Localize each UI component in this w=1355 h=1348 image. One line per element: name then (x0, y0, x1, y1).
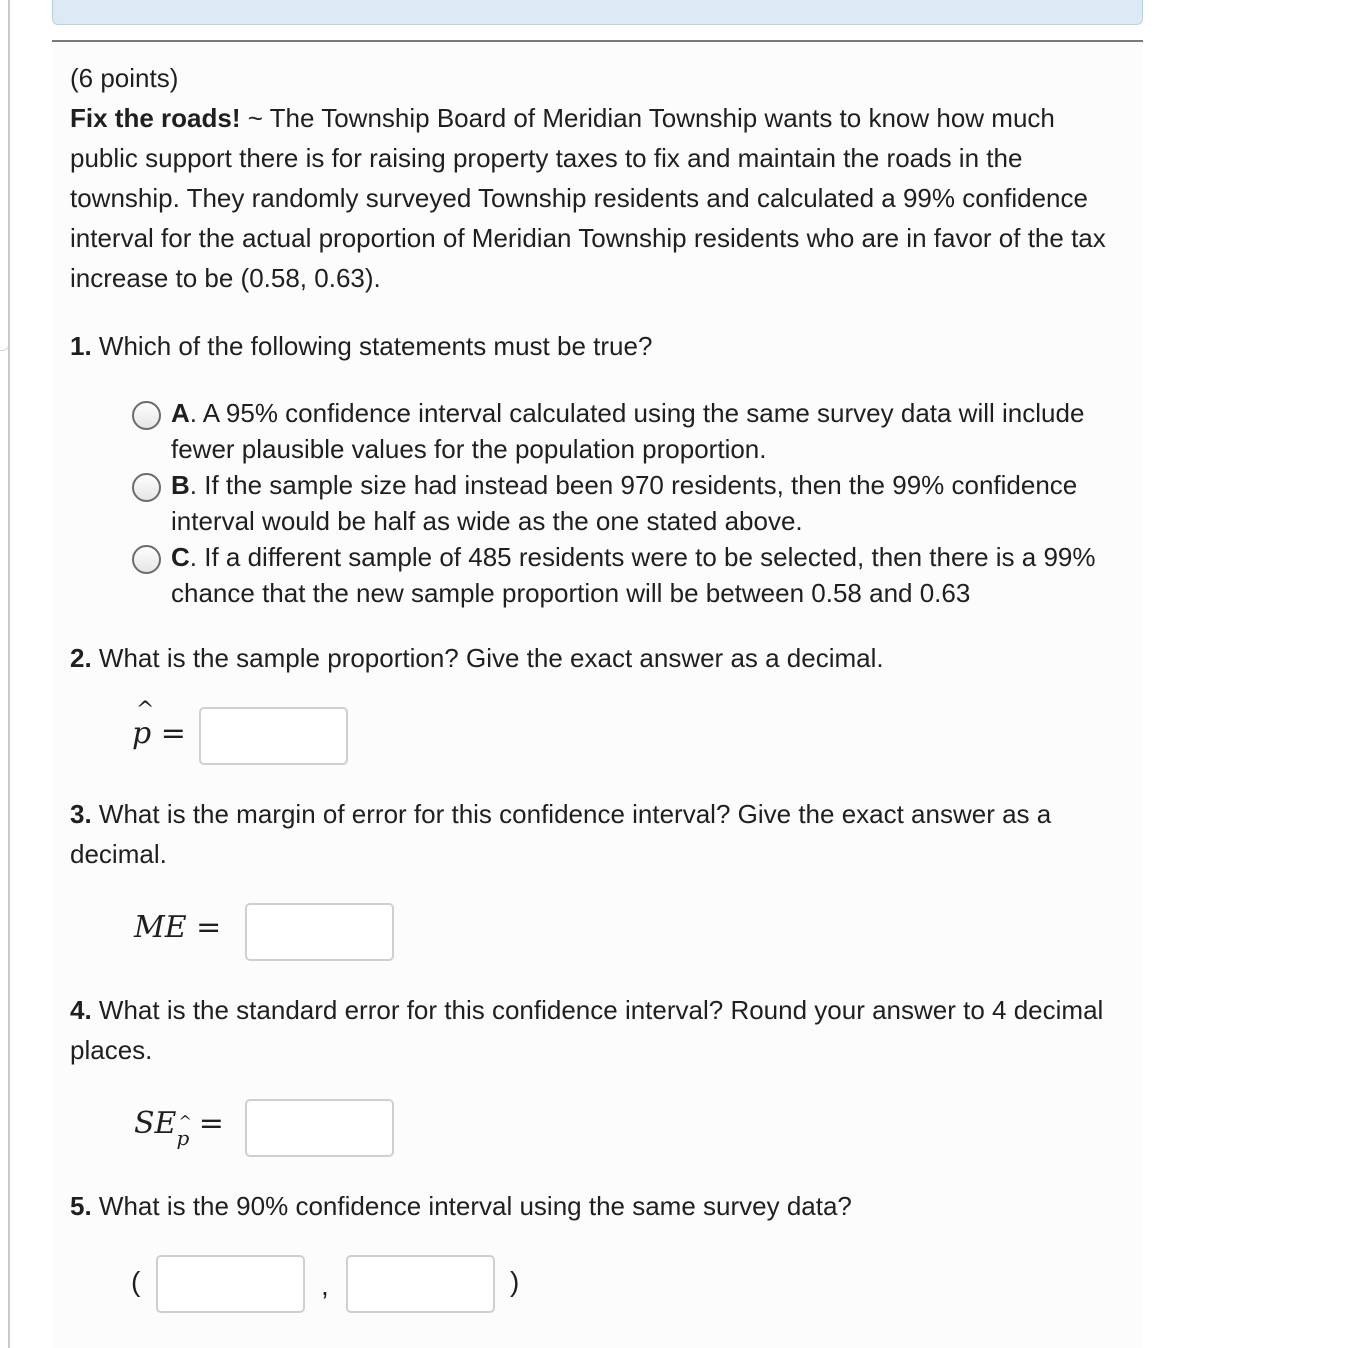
option-b-letter: B (171, 470, 190, 500)
problem-title: Fix the roads! (70, 103, 241, 133)
option-a-radio[interactable] (132, 401, 161, 430)
question-4-text: What is the standard error for this confidence interval? Round your answer to 4 decimal places. (70, 995, 1104, 1065)
interval-comma: , (321, 1270, 329, 1301)
me-label (134, 910, 221, 945)
question-5-number: 5. (70, 1191, 92, 1221)
option-c-radio[interactable] (132, 545, 161, 574)
se-subscript: ^ p (176, 1126, 189, 1150)
question-3-number: 3. (70, 799, 92, 829)
option-c[interactable] (132, 539, 1112, 611)
se-equals: = (189, 1106, 224, 1141)
question-3-text: What is the margin of error for this confidence interval? Give the exact answer as a decimal. (70, 799, 1052, 869)
option-b-radio[interactable] (132, 473, 161, 502)
question-3 (70, 794, 1130, 874)
option-c-text: . If a different sample of 485 residents were to be selected, then there is a 99% chance that the new sample proportion will be between 0.58 and 0.63 (171, 542, 1096, 608)
interval-lower-input[interactable] (156, 1255, 305, 1313)
p-hat-label (132, 716, 186, 751)
interval-close-paren: ) (510, 1266, 520, 1297)
option-a-text: . A 95% confidence interval calculated using the same survey data will include fewer plausible values for the population proportion. (171, 398, 1085, 464)
option-a-letter: A (171, 398, 190, 428)
points-label: (6 points) (70, 63, 179, 93)
option-b[interactable] (132, 467, 1112, 539)
sample-proportion-input[interactable] (199, 707, 348, 765)
title-separator: ~ (240, 103, 270, 133)
option-c-letter: C (171, 542, 190, 572)
question-2 (70, 638, 1130, 678)
question-1-number: 1. (70, 331, 92, 361)
question-4-number: 4. (70, 995, 92, 1025)
question-5-text: What is the 90% confidence interval using the same survey data? (91, 1191, 852, 1221)
p-hat-symbol: ^ p (132, 716, 151, 751)
standard-error-input[interactable] (245, 1099, 394, 1157)
se-symbol: SE (134, 1106, 177, 1141)
problem-intro (70, 98, 1130, 298)
interval-open-paren: ( (131, 1266, 141, 1297)
question-5 (70, 1186, 1130, 1226)
info-banner (52, 0, 1143, 25)
se-label (134, 1106, 224, 1150)
margin-of-error-input[interactable] (245, 903, 394, 961)
me-equals: = (186, 910, 222, 945)
question-1 (70, 326, 1130, 366)
me-symbol: ME (134, 910, 187, 945)
p-hat-equals: = (151, 716, 186, 751)
question-4 (70, 990, 1130, 1070)
question-2-text: What is the sample proportion? Give the exact answer as a decimal. (91, 643, 884, 673)
problem-body: The Township Board of Meridian Township wants to know how much public support there is for raising property taxes to fix and maintain the roads in the township. They randomly surveyed Township residents and calculated a 99% confidence interval for the actual proportion of Meridian Township residents who are in favor of the tax increase to be (0.58, 0.63). (70, 103, 1106, 293)
option-a[interactable] (132, 395, 1112, 467)
left-border (8, 0, 10, 1348)
option-b-text: . If the sample size had instead been 970 residents, then the 99% confidence interval would be half as wide as the one stated above. (171, 470, 1078, 536)
interval-upper-input[interactable] (346, 1255, 495, 1313)
question-2-number: 2. (70, 643, 92, 673)
question-1-text: Which of the following statements must be true? (91, 331, 653, 361)
